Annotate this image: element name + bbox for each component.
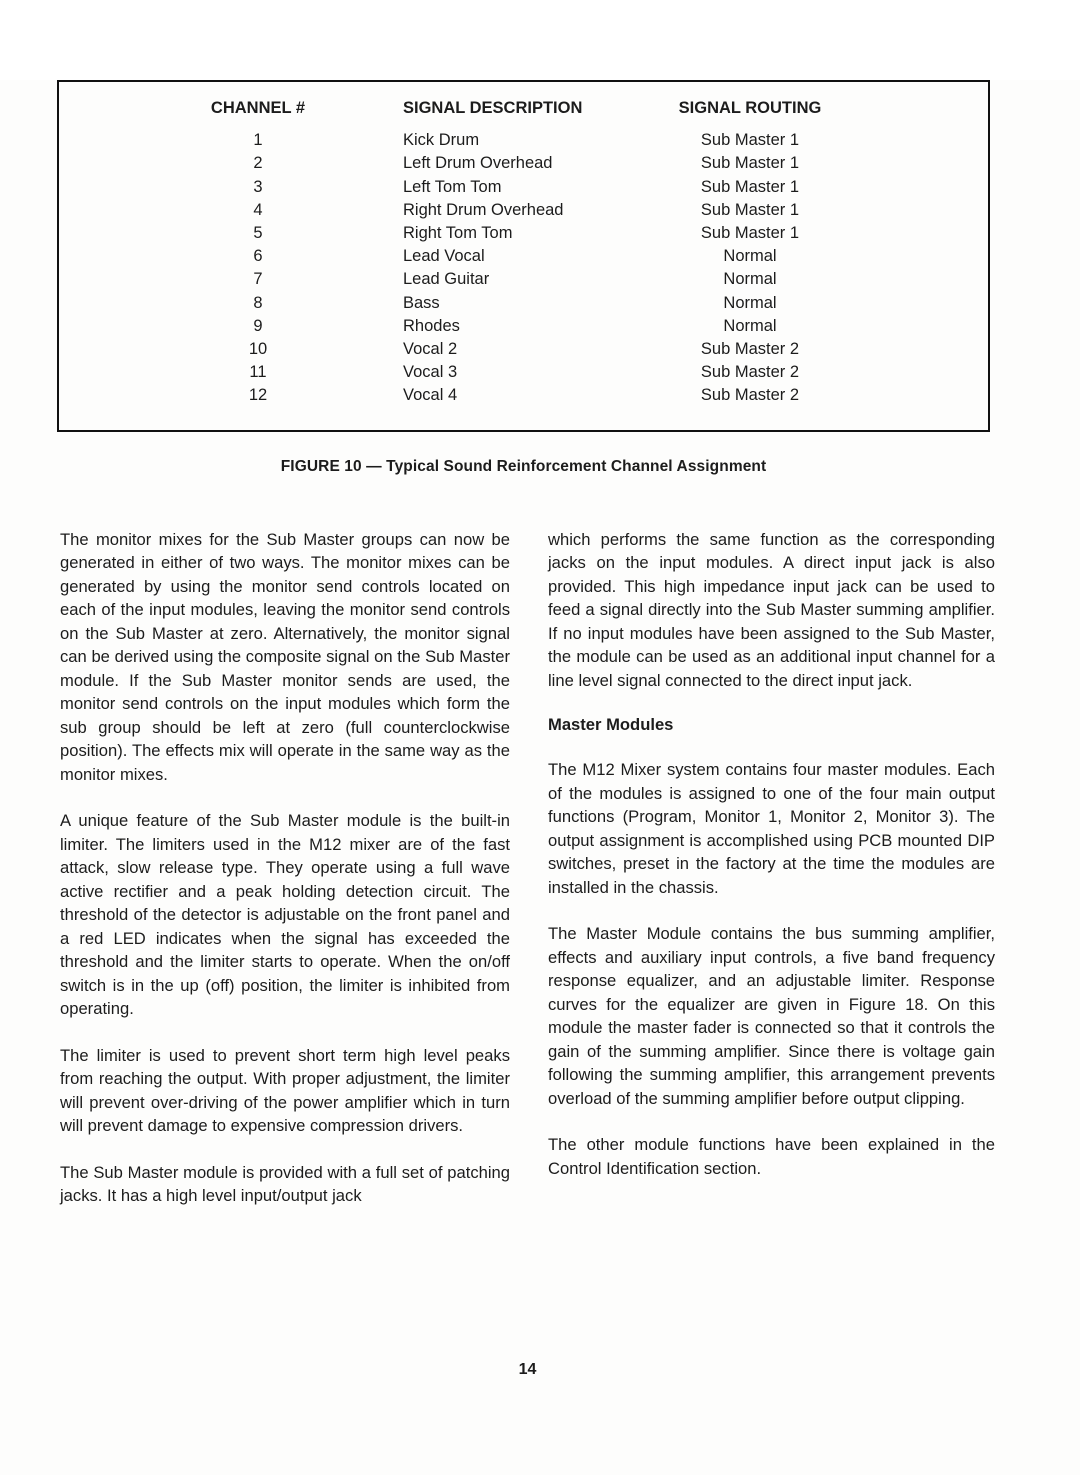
figure-10-channel-assignment-table: [57, 80, 990, 432]
routing-cell: Sub Master 2: [700, 340, 800, 359]
table-row: [59, 292, 988, 315]
body-paragraph: The other module functions have been explained in the Control Identification section.: [548, 1135, 995, 1178]
channel-cell: 10: [248, 340, 268, 359]
routing-cell: Sub Master 1: [700, 177, 800, 196]
channel-cell: 2: [253, 154, 263, 173]
description-cell: Bass: [403, 293, 440, 312]
channel-cell: 9: [253, 316, 263, 335]
figure-caption: FIGURE 10 — Typical Sound Reinforcement Channel Assignment: [280, 457, 767, 475]
routing-cell: Sub Master 1: [700, 200, 800, 219]
table-row: [59, 361, 988, 384]
body-paragraph: The limiter is used to prevent short term high level peaks from reaching the output. With proper adjustment, the limiter will prevent over-driving of the power amplifier which in turn will prevent damage to expensive compression drivers.: [60, 1045, 510, 1136]
body-paragraph: The monitor mixes for the Sub Master groups can now be generated in either of two ways. The monitor mixes can be generated by using the monitor send controls located on each of the input modules, leaving the monitor send controls on the Sub Master at zero. Alternatively, the monitor signal can be derived using the composite signal on the Sub Master module. If the Sub Master monitor sends are used, the monitor send controls on the input modules which form the sub group should be left at zero (full counterclockwise position). The effects mix will operate in the same way as the monitor mixes.: [60, 529, 510, 784]
routing-cell: Sub Master 1: [700, 154, 800, 173]
body-paragraph: The M12 Mixer system contains four master modules. Each of the modules is assigned to one of the four main output functions (Program, Monitor 1, Monitor 2, Monitor 3). The output assignment is accomplished using PCB mounted DIP switches, preset in the factory at the time the modules are installed in the chassis.: [548, 760, 995, 897]
description-cell: Right Tom Tom: [403, 224, 513, 243]
routing-cell: Sub Master 1: [700, 131, 800, 150]
description-cell: Left Tom Tom: [403, 177, 502, 196]
table-header-row: [59, 97, 988, 120]
channel-cell: 5: [253, 224, 263, 243]
body-paragraph: The Sub Master module is provided with a full set of patching jacks. It has a high level input/output jack: [60, 1162, 510, 1206]
table-row: [59, 222, 988, 245]
body-text: [60, 528, 1080, 1208]
table-header-description: SIGNAL DESCRIPTION: [403, 99, 583, 117]
routing-cell: Sub Master 2: [700, 386, 800, 405]
description-cell: Lead Vocal: [403, 247, 485, 266]
channel-cell: 7: [253, 270, 263, 289]
channel-cell: 8: [253, 293, 263, 312]
body-paragraph: A unique feature of the Sub Master module is the built-in limiter. The limiters used in the M12 mixer are of the fast attack, slow release type. They operate using a full wave active rectifier and a peak holding detection circuit. The threshold of the detector is adjustable on the front panel and a red LED indicates when the signal has exceeded the threshold and the limiter starts to operate. When the on/off switch is in the up (off) position, the limiter is inhibited from operating.: [60, 811, 510, 1019]
description-cell: Lead Guitar: [403, 270, 490, 289]
table-row: [59, 384, 988, 407]
routing-cell: Normal: [723, 247, 777, 266]
table-row: [59, 129, 988, 152]
channel-cell: 3: [253, 177, 263, 196]
table-row: [59, 176, 988, 199]
page-number: 14: [518, 1361, 537, 1378]
table-header-routing: SIGNAL ROUTING: [678, 99, 822, 117]
table-row: [59, 315, 988, 338]
description-cell: Vocal 3: [403, 363, 458, 382]
table-row: [59, 152, 988, 175]
routing-cell: Normal: [723, 270, 777, 289]
channel-cell: 4: [253, 200, 263, 219]
routing-cell: Normal: [723, 316, 777, 335]
table-row: [59, 268, 988, 291]
description-cell: Vocal 2: [403, 340, 458, 359]
left-column: [60, 528, 510, 1208]
channel-cell: 6: [253, 247, 263, 266]
channel-cell: 12: [248, 386, 268, 405]
body-paragraph: The Master Module contains the bus summing amplifier, effects and auxiliary input controls, a five band frequency response equalizer, and an adjustable limiter. Response curves for the equalizer are given in Figure 18. On this module the master fader is connected so that it controls the gain of the summing amplifier. Since there is voltage gain following the summing amplifier, this arrangement prevents overload of the summing amplifier before output clipping.: [548, 924, 995, 1108]
table-row: [59, 245, 988, 268]
description-cell: Kick Drum: [403, 131, 480, 150]
right-column: [548, 528, 995, 1208]
section-heading-master-modules: Master Modules: [548, 715, 674, 735]
channel-cell: 11: [249, 363, 267, 382]
description-cell: Rhodes: [403, 316, 460, 335]
description-cell: Vocal 4: [403, 386, 458, 405]
channel-cell: 1: [253, 131, 263, 150]
manual-page: [0, 80, 1080, 1378]
table-row: [59, 338, 988, 361]
routing-cell: Normal: [723, 293, 777, 312]
routing-cell: Sub Master 1: [700, 224, 800, 243]
table-header-channel: CHANNEL #: [210, 99, 306, 117]
routing-cell: Sub Master 2: [700, 363, 800, 382]
description-cell: Right Drum Overhead: [403, 200, 564, 219]
description-cell: Left Drum Overhead: [403, 154, 553, 173]
table-row: [59, 199, 988, 222]
body-paragraph: which performs the same function as the corresponding jacks on the input modules. A direct input jack is also provided. This high impedance input jack can be used to feed a signal directly into the Sub Master summing amplifier. If no input modules have been assigned to the Sub Master, the module can be used as an additional input channel for a line level signal connected to the direct input jack.: [548, 529, 995, 690]
